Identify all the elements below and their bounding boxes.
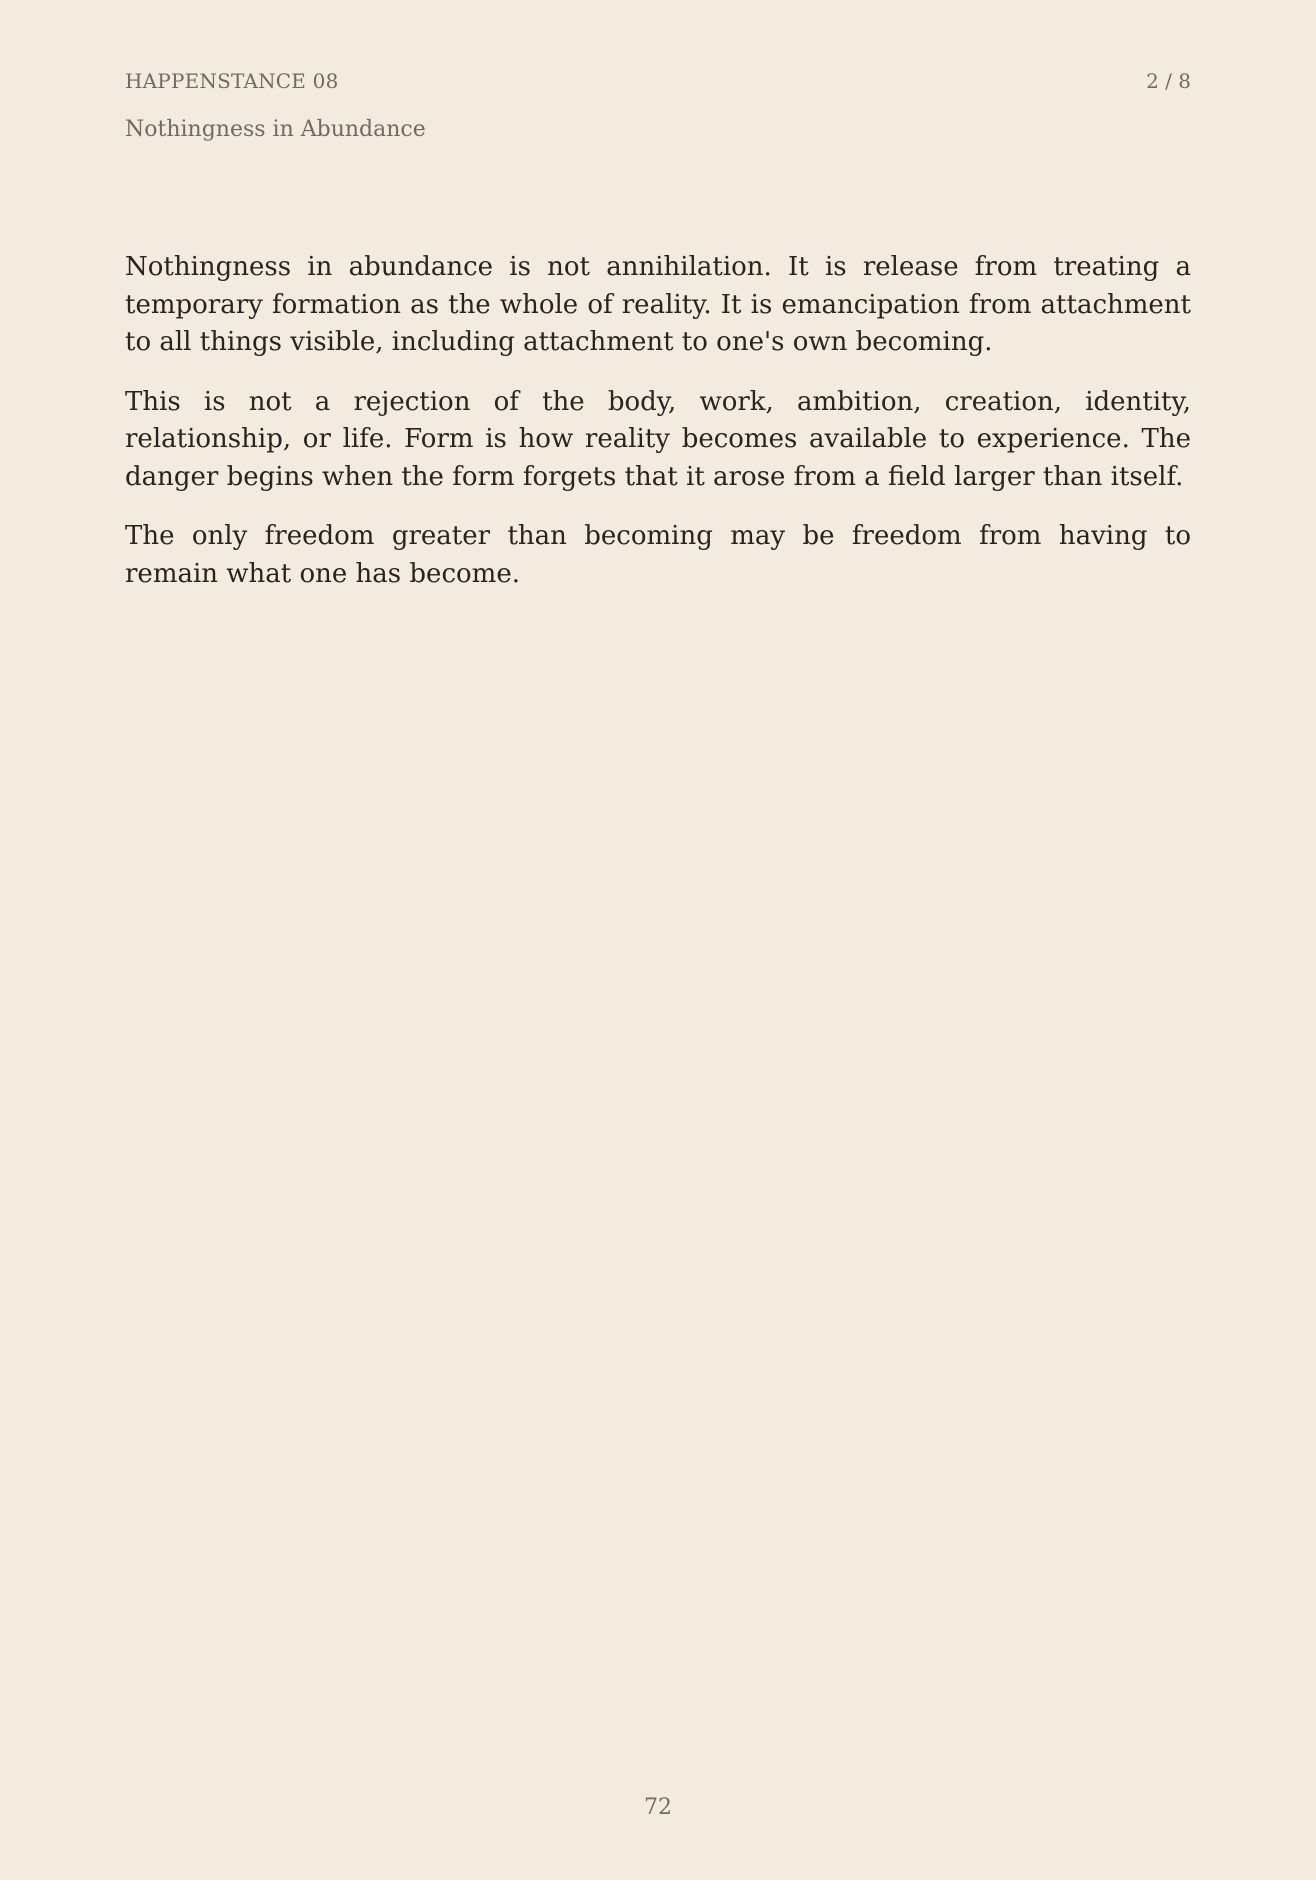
paragraph: Nothingness in abundance is not annihilation. It is release from treating a temporary formation as the whole of reality. It is emancipation from attachment to all things visible, including attachment to one's own becoming. (125, 252, 1191, 357)
body-text (125, 249, 1191, 615)
page-counter: 2 / 8 (1146, 69, 1191, 93)
section-label: HAPPENSTANCE 08 (125, 69, 339, 93)
paragraph: This is not a rejection of the body, work, ambition, creation, identity, relationship, or life. Form is how reality becomes available to experience. The danger begins when the form forgets that it arose from a field larger than itself. (125, 386, 1191, 492)
document-page (125, 0, 1191, 1880)
paragraph: The only freedom greater than becoming may be freedom from having to remain what one has become. (125, 521, 1191, 589)
running-header (125, 69, 1191, 93)
page-number: 72 (644, 1795, 672, 1820)
chapter-title: Nothingness in Abundance (125, 117, 426, 142)
